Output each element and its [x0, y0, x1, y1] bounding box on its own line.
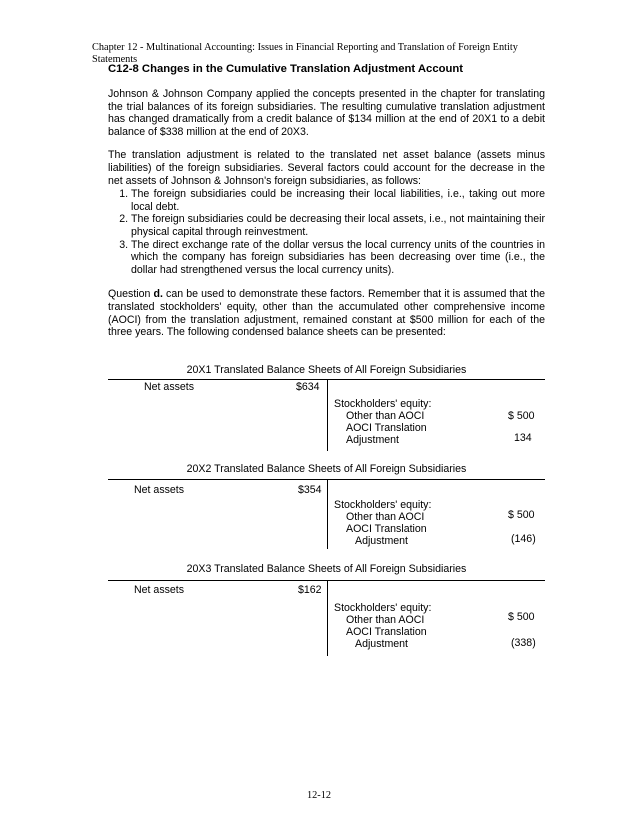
list-item: 1. The foreign subsidiaries could be increasing their local liabilities, i.e., taking out more local debt. — [131, 188, 545, 213]
equity-label: Stockholders' equity: — [334, 499, 432, 511]
vertical-rule — [327, 379, 328, 451]
aoci-label: Adjustment — [346, 434, 399, 446]
net-assets-label: Net assets — [134, 484, 185, 496]
net-assets-label: Net assets — [144, 381, 195, 393]
question-prefix: Question — [108, 288, 154, 301]
net-assets-value: $634 — [296, 381, 320, 393]
other-than-aoci-value: $ 500 — [508, 410, 535, 422]
paragraph-factors: The translation adjustment is related to the translated net asset balance (assets minus liabilities) of the foreign subsidiaries. Several factors could account for the decrease in the net assets of Johnson & Johnson's foreign subsidiaries, as follows: — [108, 149, 545, 187]
balance-sheet-20x3 — [108, 563, 545, 658]
aoci-label: AOCI Translation — [346, 422, 427, 434]
section-title: C12-8 Changes in the Cumulative Translation Adjustment Account — [108, 63, 464, 75]
question-letter: d. — [153, 288, 163, 301]
factor-list — [108, 188, 545, 276]
balance-sheet-title: 20X3 Translated Balance Sheets of All Foreign Subsidiaries — [186, 563, 467, 575]
aoci-label: Adjustment — [355, 638, 408, 650]
page-header: Chapter 12 - Multinational Accounting: Issues in Financial Reporting and Translation of Foreign Entity Statements — [92, 42, 518, 65]
balance-sheet-title: 20X2 Translated Balance Sheets of All Foreign Subsidiaries — [186, 463, 467, 475]
page-number: 12-12 — [306, 790, 332, 801]
equity-label: Stockholders' equity: — [334, 602, 432, 614]
other-than-aoci-label: Other than AOCI — [346, 511, 425, 523]
other-than-aoci-label: Other than AOCI — [346, 410, 425, 422]
net-assets-value: $162 — [298, 584, 322, 596]
vertical-rule — [327, 479, 328, 549]
section-body — [108, 63, 545, 350]
other-than-aoci-value: $ 500 — [508, 509, 535, 521]
list-item: 2. The foreign subsidiaries could be decreasing their local assets, i.e., not maintaining their physical capital through reinvestment. — [131, 213, 545, 238]
question-text: can be used to demonstrate these factors. Remember that it is assumed that the translated stockholders' equity, other than the accumulated other comprehensive income (AOCI) from the translation adjustment, remained constant at $500 million for each of the three years. The following condensed balance sheets can be presented: — [108, 288, 545, 339]
equity-label: Stockholders' equity: — [334, 398, 432, 410]
aoci-label: AOCI Translation — [346, 523, 427, 535]
paragraph-question — [108, 288, 545, 338]
balance-sheet-20x2 — [108, 463, 545, 553]
other-than-aoci-value: $ 500 — [508, 611, 535, 623]
vertical-rule — [327, 580, 328, 656]
other-than-aoci-label: Other than AOCI — [346, 614, 425, 626]
balance-sheet-20x1 — [108, 364, 545, 454]
aoci-label: AOCI Translation — [346, 626, 427, 638]
aoci-value: 134 — [514, 432, 532, 444]
aoci-value: (146) — [511, 533, 536, 545]
aoci-value: (338) — [511, 637, 536, 649]
balance-sheet-title: 20X1 Translated Balance Sheets of All Foreign Subsidiaries — [186, 364, 467, 376]
net-assets-label: Net assets — [134, 584, 185, 596]
list-item: 3. The direct exchange rate of the dollar versus the local currency units of the countries in which the company has foreign subsidiaries has been decreasing over time (i.e., the dollar had strengthened versus the local currency units). — [131, 239, 545, 277]
net-assets-value: $354 — [298, 484, 322, 496]
paragraph-intro: Johnson & Johnson Company applied the concepts presented in the chapter for translating the trial balances of its foreign subsidiaries. The resulting cumulative translation adjustment has changed dramatically from a credit balance of $134 million at the end of 20X1 to a debit balance of $338 million at the end of 20X3. — [108, 88, 545, 138]
aoci-label: Adjustment — [355, 535, 408, 547]
